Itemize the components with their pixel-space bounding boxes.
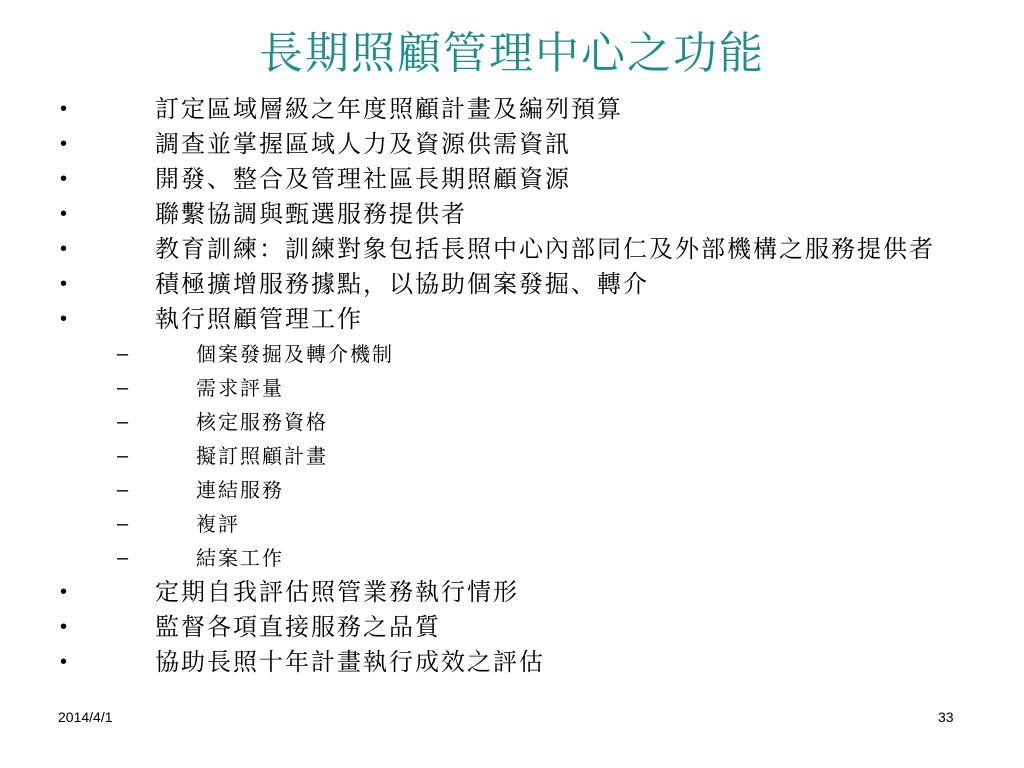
list-item-text: 開發、整合及管理社區長期照顧資源 [155, 165, 571, 193]
bullet-icon: • [60, 133, 68, 155]
slide-title: 長期照顧管理中心之功能 [259, 28, 765, 79]
list-item [0, 199, 1024, 230]
list-item-text: 積極擴增服務據點，以協助個案發掘、轉介 [155, 270, 649, 298]
sub-list-item [0, 373, 1024, 403]
list-item-text: 聯繫協調與甄選服務提供者 [155, 200, 467, 228]
bullet-icon: • [60, 273, 68, 295]
dash-icon: – [117, 513, 129, 535]
list-item-text: 調查並掌握區域人力及資源供需資訊 [155, 130, 571, 158]
footer-date: 2014/4/1 [58, 709, 113, 725]
list-item-text: 監督各項直接服務之品質 [155, 613, 441, 641]
sub-list-item [0, 339, 1024, 369]
sub-list-item [0, 509, 1024, 539]
sub-list-item-text: 結案工作 [196, 546, 284, 570]
list-item [0, 234, 1024, 265]
list-item [0, 164, 1024, 195]
bullet-icon: • [60, 98, 68, 120]
sub-list-item-text: 擬訂照顧計畫 [196, 444, 328, 468]
sub-list-item [0, 441, 1024, 471]
bullet-list [0, 94, 1024, 682]
list-item [0, 129, 1024, 160]
sub-list-item-text: 核定服務資格 [196, 410, 328, 434]
sub-list-item-text: 個案發掘及轉介機制 [196, 342, 394, 366]
bullet-icon: • [60, 651, 68, 673]
page-number: 33 [938, 709, 954, 725]
sub-list-item [0, 407, 1024, 437]
bullet-icon: • [60, 308, 68, 330]
list-item [0, 612, 1024, 643]
sub-list-item-text: 連結服務 [196, 478, 284, 502]
list-item [0, 94, 1024, 125]
sub-list-item [0, 543, 1024, 573]
list-item [0, 577, 1024, 608]
bullet-icon: • [60, 581, 68, 603]
sub-list-item [0, 475, 1024, 505]
bullet-icon: • [60, 616, 68, 638]
bullet-icon: • [60, 238, 68, 260]
dash-icon: – [117, 479, 129, 501]
list-item [0, 647, 1024, 678]
list-item-text: 教育訓練：訓練對象包括長照中心內部同仁及外部機構之服務提供者 [155, 235, 935, 263]
sub-list-item-text: 複評 [196, 512, 240, 536]
dash-icon: – [117, 343, 129, 365]
dash-icon: – [117, 547, 129, 569]
list-item-text: 協助長照十年計畫執行成效之評估 [155, 648, 545, 676]
sub-list-item-text: 需求評量 [196, 376, 284, 400]
list-item-text: 定期自我評估照管業務執行情形 [155, 578, 519, 606]
bullet-icon: • [60, 168, 68, 190]
list-item-text: 執行照顧管理工作 [155, 305, 363, 333]
list-item [0, 269, 1024, 300]
dash-icon: – [117, 411, 129, 433]
bullet-icon: • [60, 203, 68, 225]
list-item-text: 訂定區域層級之年度照顧計畫及編列預算 [155, 95, 623, 123]
dash-icon: – [117, 445, 129, 467]
list-item [0, 304, 1024, 335]
dash-icon: – [117, 377, 129, 399]
